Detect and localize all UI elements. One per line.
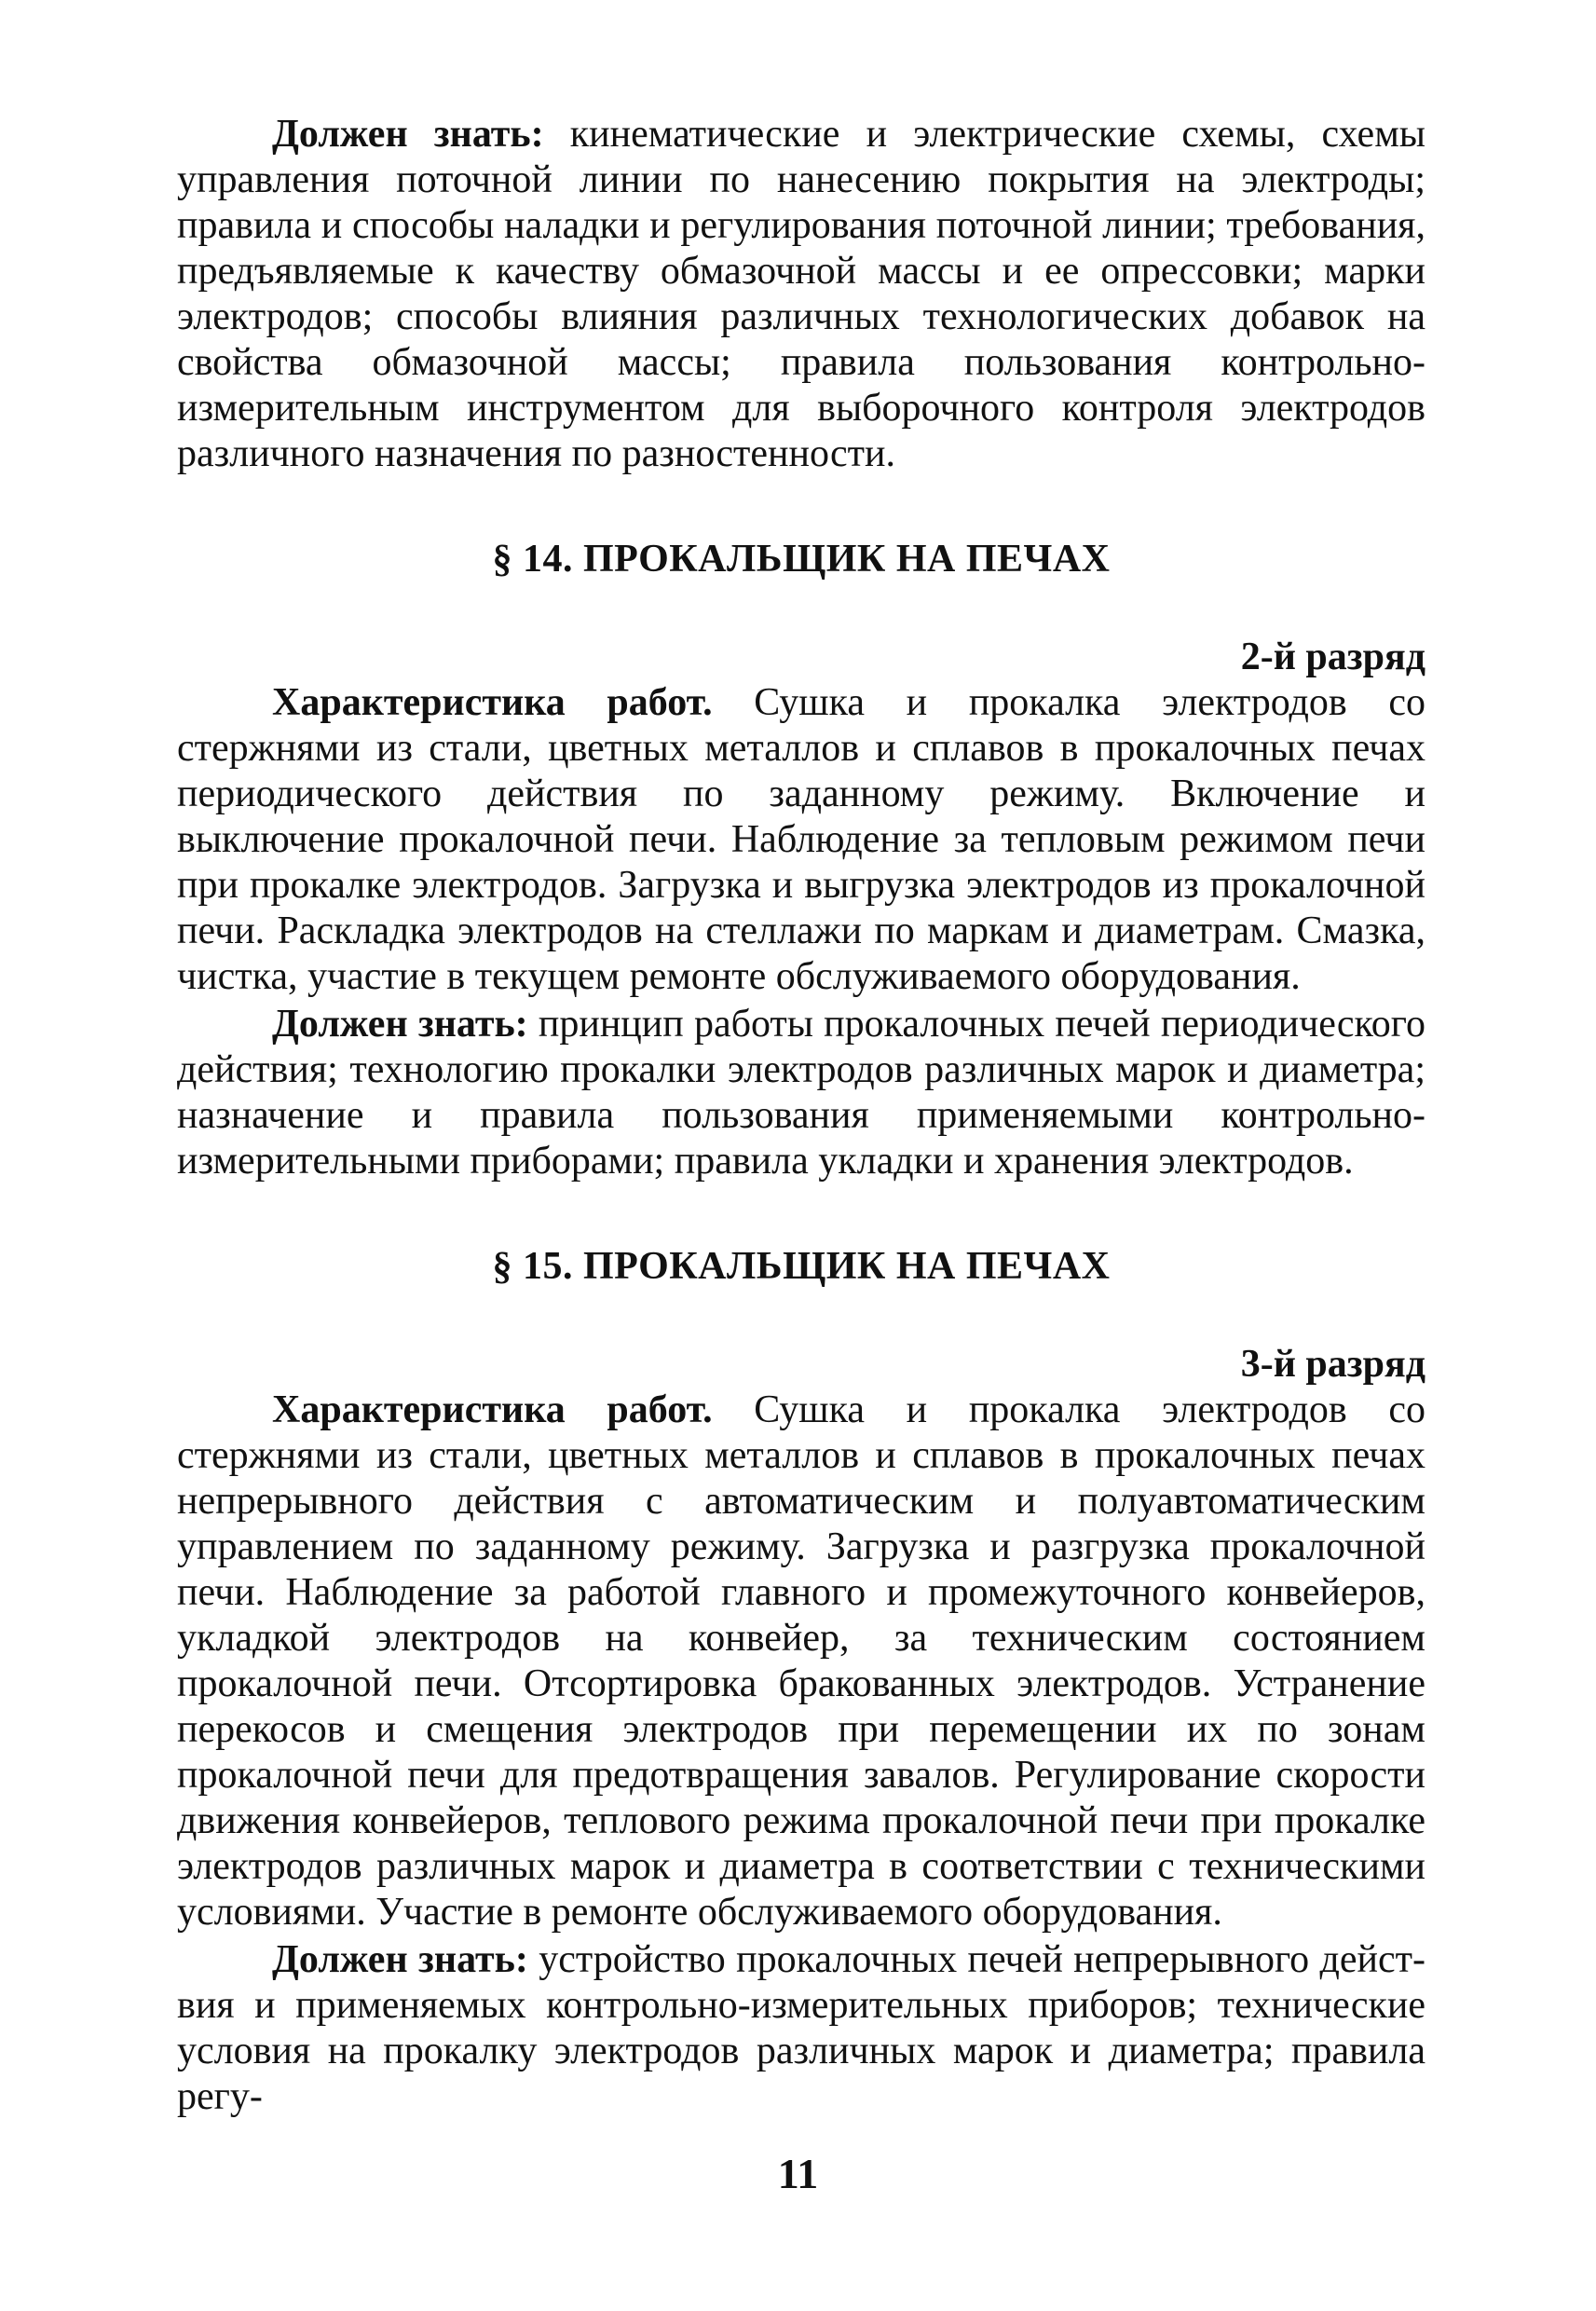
section-14-characteristics-label: Характеристика работ.	[272, 681, 713, 724]
section-14-characteristics-text: Сушка и прокалка электродов со стержнями из стали, цветных металлов и сплавов в прокалочных печах периодического действия по заданному режиму. Включение и выключение прокалочной печи. Наблюдение за тепловым режимом печи при прокалке электродов. Загрузка и выгрузка электродов из прокалочной печи. Раскладка электродов на стеллажи по маркам и диаметрам. Смазка, чистка, участие в текущем ремонте обслуживаемого оборудования.	[177, 681, 1425, 998]
section-14-knowledge	[177, 1002, 1425, 1184]
intro-text: кинематические и электрические схемы, схемы управления поточной линии по нанесению покрытия на электроды; правила и способы наладки и регулирования поточной линии; требования, предъявляемые к качеству обмазочной массы и ее опрессовки; марки электродов; способы влияния различных технологических добавок на свойства обмазочной массы; правила пользования контрольно-измерительным инструментом для выборочного контроля электродов различного назначения по разностенности.	[177, 113, 1425, 475]
section-14-characteristics	[177, 680, 1425, 1000]
section-15-grade: 3-й разряд	[1240, 1343, 1425, 1386]
section-14-knowledge-label: Должен знать:	[272, 1003, 528, 1046]
document-page	[177, 112, 1425, 2120]
section-14-title: § 14. ПРОКАЛЬЩИК НА ПЕЧАХ	[492, 538, 1111, 581]
section-15-knowledge-text: устройство прокалочных печей непрерывного действия и применяемых контрольно-измерительных приборов; технические условия на прокалку электродов различных марок и диаметра; правила регу-	[177, 1938, 1425, 2118]
section-15-characteristics-text: Сушка и прокалка электродов со стержнями из стали, цветных металлов и сплавов в прокалочных печах непрерывного действия с автоматическим и полуавтоматическим управлением по заданному режиму. Загрузка и разгрузка прокалочной печи. Наблюдение за работой главного и промежуточного конвейеров, укладкой электродов на конвейер, за техническим состоянием прокалочной печи. Отсортировка бракованных электродов. Устранение перекосов и смещения электродов при перемещении их по зонам прокалочной печи для предотвращения завалов. Регулирование скорости движения конвейеров, теплового режима прокалочной печи при прокалке электродов различных марок и диаметра в соответствии с техническими условиями. Участие в ремонте обслуживаемого оборудования.	[177, 1388, 1425, 1934]
section-15-characteristics-label: Характеристика работ.	[272, 1388, 713, 1431]
section-15-knowledge-label: Должен знать:	[272, 1938, 528, 1981]
section-14-grade: 2-й разряд	[1240, 636, 1425, 678]
page-number: 11	[777, 2150, 819, 2197]
section-14-knowledge-text: принцип работы прокалочных печей периодического действия; технологию прокалки электродов различных марок и диаметра; назначение и правила пользования применяемыми контрольно-измерительными приборами; правила укладки и хранения электродов.	[177, 1003, 1425, 1183]
section-15-knowledge	[177, 1937, 1425, 2120]
section-15-characteristics	[177, 1388, 1425, 1935]
section-15-title: § 15. ПРОКАЛЬЩИК НА ПЕЧАХ	[492, 1245, 1111, 1288]
intro-paragraph	[177, 112, 1425, 477]
intro-label: Должен знать:	[272, 113, 544, 156]
